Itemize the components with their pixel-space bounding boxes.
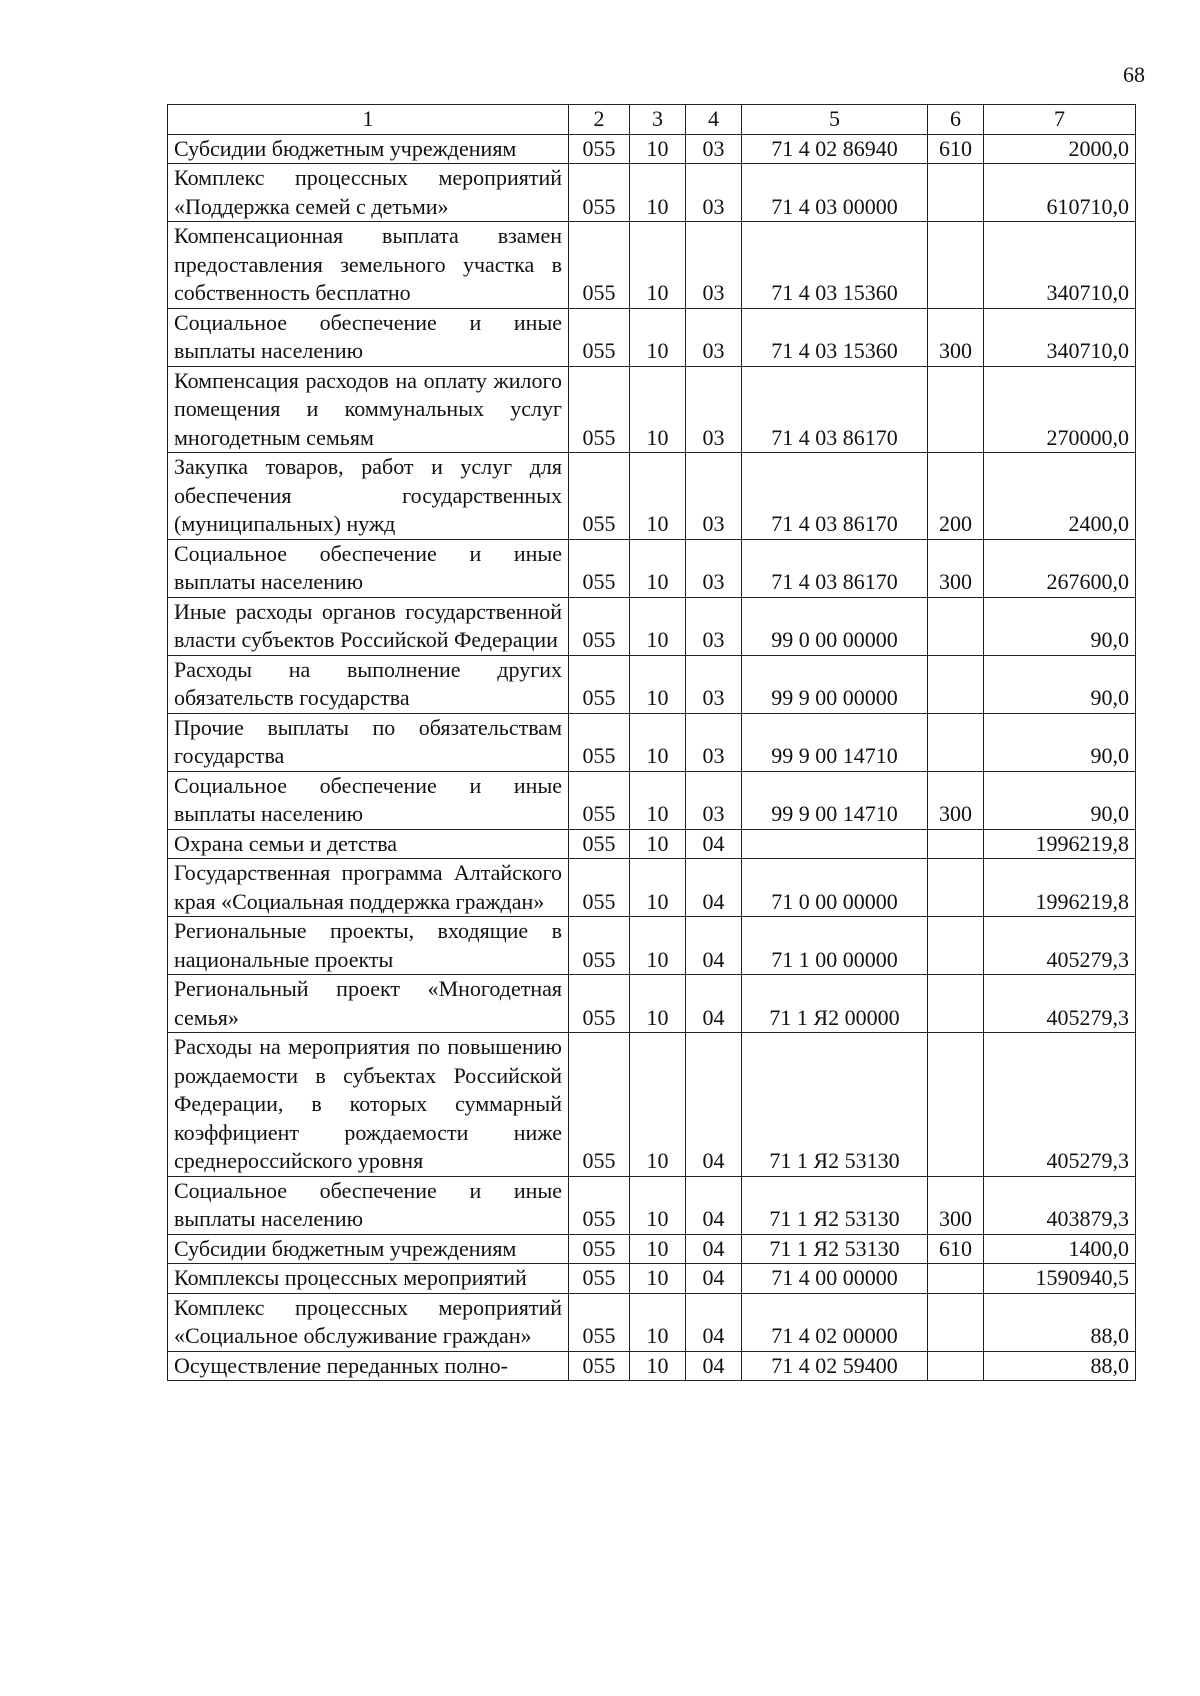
row-subsection-code: 04: [686, 1264, 742, 1294]
row-amount: 1590940,5: [984, 1264, 1136, 1294]
row-ved-code: 055: [569, 1033, 630, 1177]
row-amount: 1996219,8: [984, 859, 1136, 917]
table-row: [168, 597, 1136, 655]
row-name: Расходы на выполнение других обязательств государства: [168, 655, 569, 713]
row-subsection-code: 03: [686, 771, 742, 829]
row-subsection-code: 04: [686, 1176, 742, 1234]
row-ved-code: 055: [569, 1234, 630, 1264]
row-name: Региональные проекты, входящие в национальные проекты: [168, 917, 569, 975]
row-expense-type-code: [928, 597, 984, 655]
table-row: [168, 859, 1136, 917]
row-name: Социальное обеспечение и иные выплаты населению: [168, 1176, 569, 1234]
row-subsection-code: 04: [686, 1234, 742, 1264]
row-amount: 403879,3: [984, 1176, 1136, 1234]
row-expense-type-code: [928, 1264, 984, 1294]
row-section-code: 10: [630, 597, 686, 655]
header-col-7: 7: [984, 105, 1136, 135]
row-amount: 1400,0: [984, 1234, 1136, 1264]
row-target-article-code: 71 4 03 00000: [742, 164, 928, 222]
row-target-article-code: 71 0 00 00000: [742, 859, 928, 917]
row-expense-type-code: [928, 1033, 984, 1177]
row-subsection-code: 03: [686, 366, 742, 453]
row-expense-type-code: 300: [928, 308, 984, 366]
row-amount: 405279,3: [984, 975, 1136, 1033]
row-subsection-code: 04: [686, 1033, 742, 1177]
row-target-article-code: 99 9 00 14710: [742, 771, 928, 829]
row-section-code: 10: [630, 1176, 686, 1234]
row-ved-code: 055: [569, 1176, 630, 1234]
row-subsection-code: 03: [686, 308, 742, 366]
row-name: Компенсация расходов на оплату жилого помещения и коммунальных услуг многодетным семьям: [168, 366, 569, 453]
row-subsection-code: 03: [686, 453, 742, 540]
row-expense-type-code: [928, 366, 984, 453]
header-col-5: 5: [742, 105, 928, 135]
row-section-code: 10: [630, 917, 686, 975]
row-section-code: 10: [630, 1293, 686, 1351]
row-ved-code: 055: [569, 829, 630, 859]
row-expense-type-code: [928, 975, 984, 1033]
row-amount: 88,0: [984, 1351, 1136, 1381]
row-target-article-code: 71 4 03 86170: [742, 453, 928, 540]
row-name: Государственная программа Алтайского края «Социальная поддержка граждан»: [168, 859, 569, 917]
row-amount: 90,0: [984, 713, 1136, 771]
row-target-article-code: 71 4 00 00000: [742, 1264, 928, 1294]
row-name: Социальное обеспечение и иные выплаты населению: [168, 308, 569, 366]
row-subsection-code: 03: [686, 597, 742, 655]
page-number: 68: [1123, 62, 1145, 87]
row-expense-type-code: [928, 222, 984, 309]
budget-table: [167, 104, 1136, 1381]
row-name: Социальное обеспечение и иные выплаты населению: [168, 539, 569, 597]
table-row: [168, 917, 1136, 975]
table-row: [168, 771, 1136, 829]
row-name: Региональный проект «Многодетная семья»: [168, 975, 569, 1033]
row-ved-code: 055: [569, 134, 630, 164]
row-ved-code: 055: [569, 655, 630, 713]
row-target-article-code: 71 1 00 00000: [742, 917, 928, 975]
row-name: Осуществление переданных полно-: [168, 1351, 569, 1381]
row-expense-type-code: [928, 713, 984, 771]
row-expense-type-code: [928, 164, 984, 222]
row-subsection-code: 04: [686, 829, 742, 859]
row-expense-type-code: 200: [928, 453, 984, 540]
table-row: [168, 829, 1136, 859]
row-expense-type-code: [928, 917, 984, 975]
row-section-code: 10: [630, 859, 686, 917]
row-section-code: 10: [630, 134, 686, 164]
table-row: [168, 1176, 1136, 1234]
row-target-article-code: 71 1 Я2 53130: [742, 1234, 928, 1264]
row-section-code: 10: [630, 366, 686, 453]
row-target-article-code: 71 4 02 00000: [742, 1293, 928, 1351]
row-section-code: 10: [630, 713, 686, 771]
row-name: Закупка товаров, работ и услуг для обеспечения государственных (муниципальных) нужд: [168, 453, 569, 540]
row-amount: 88,0: [984, 1293, 1136, 1351]
row-amount: 405279,3: [984, 917, 1136, 975]
table-row: [168, 1033, 1136, 1177]
table-row: [168, 1351, 1136, 1381]
row-name: Расходы на мероприятия по повышению рождаемости в субъектах Российской Федерации, в которых суммарный коэффициент рождаемости ниже среднероссийского уровня: [168, 1033, 569, 1177]
row-target-article-code: 71 1 Я2 53130: [742, 1033, 928, 1177]
table-row: [168, 1264, 1136, 1294]
row-ved-code: 055: [569, 164, 630, 222]
row-target-article-code: 71 4 03 86170: [742, 539, 928, 597]
row-expense-type-code: 300: [928, 771, 984, 829]
row-section-code: 10: [630, 1033, 686, 1177]
header-col-3: 3: [630, 105, 686, 135]
row-subsection-code: 03: [686, 222, 742, 309]
row-target-article-code: 99 9 00 00000: [742, 655, 928, 713]
row-target-article-code: 71 4 03 86170: [742, 366, 928, 453]
row-section-code: 10: [630, 829, 686, 859]
row-expense-type-code: 610: [928, 1234, 984, 1264]
row-section-code: 10: [630, 453, 686, 540]
row-target-article-code: 71 1 Я2 00000: [742, 975, 928, 1033]
row-section-code: 10: [630, 975, 686, 1033]
table-row: [168, 1293, 1136, 1351]
row-subsection-code: 04: [686, 1351, 742, 1381]
header-col-1: 1: [168, 105, 569, 135]
row-amount: 270000,0: [984, 366, 1136, 453]
row-name: Субсидии бюджетным учреждениям: [168, 1234, 569, 1264]
header-row: [168, 105, 1136, 135]
table-body: [168, 134, 1136, 1381]
row-expense-type-code: [928, 1351, 984, 1381]
row-ved-code: 055: [569, 222, 630, 309]
row-ved-code: 055: [569, 975, 630, 1033]
header-col-4: 4: [686, 105, 742, 135]
row-subsection-code: 03: [686, 134, 742, 164]
table-row: [168, 164, 1136, 222]
row-name: Социальное обеспечение и иные выплаты населению: [168, 771, 569, 829]
row-ved-code: 055: [569, 713, 630, 771]
row-ved-code: 055: [569, 1351, 630, 1381]
row-expense-type-code: 300: [928, 539, 984, 597]
row-section-code: 10: [630, 308, 686, 366]
row-ved-code: 055: [569, 453, 630, 540]
row-ved-code: 055: [569, 859, 630, 917]
row-subsection-code: 03: [686, 713, 742, 771]
row-target-article-code: 71 4 02 59400: [742, 1351, 928, 1381]
row-target-article-code: 71 4 02 86940: [742, 134, 928, 164]
row-section-code: 10: [630, 222, 686, 309]
row-amount: 405279,3: [984, 1033, 1136, 1177]
row-target-article-code: 99 0 00 00000: [742, 597, 928, 655]
row-subsection-code: 03: [686, 164, 742, 222]
table-row: [168, 655, 1136, 713]
row-amount: 90,0: [984, 655, 1136, 713]
row-amount: 2000,0: [984, 134, 1136, 164]
row-name: Охрана семьи и детства: [168, 829, 569, 859]
row-subsection-code: 04: [686, 1293, 742, 1351]
table-row: [168, 366, 1136, 453]
row-subsection-code: 04: [686, 917, 742, 975]
table-row: [168, 134, 1136, 164]
row-section-code: 10: [630, 1264, 686, 1294]
row-ved-code: 055: [569, 308, 630, 366]
row-expense-type-code: 300: [928, 1176, 984, 1234]
row-expense-type-code: [928, 859, 984, 917]
row-name: Иные расходы органов государственной власти субъектов Российской Федерации: [168, 597, 569, 655]
row-name: Комплекс процессных мероприятий «Социальное обслуживание граждан»: [168, 1293, 569, 1351]
row-section-code: 10: [630, 539, 686, 597]
row-ved-code: 055: [569, 1264, 630, 1294]
row-section-code: 10: [630, 771, 686, 829]
row-ved-code: 055: [569, 917, 630, 975]
row-amount: 90,0: [984, 771, 1136, 829]
row-section-code: 10: [630, 1234, 686, 1264]
row-name: Субсидии бюджетным учреждениям: [168, 134, 569, 164]
row-amount: 610710,0: [984, 164, 1136, 222]
row-ved-code: 055: [569, 366, 630, 453]
table-row: [168, 713, 1136, 771]
row-target-article-code: 71 4 03 15360: [742, 308, 928, 366]
table-row: [168, 308, 1136, 366]
row-name: Компенсационная выплата взамен предоставления земельного участка в собственность бесплатно: [168, 222, 569, 309]
row-name: Комплексы процессных мероприятий: [168, 1264, 569, 1294]
row-amount: 340710,0: [984, 308, 1136, 366]
row-subsection-code: 03: [686, 655, 742, 713]
row-ved-code: 055: [569, 597, 630, 655]
row-amount: 267600,0: [984, 539, 1136, 597]
row-amount: 340710,0: [984, 222, 1136, 309]
row-section-code: 10: [630, 1351, 686, 1381]
row-ved-code: 055: [569, 771, 630, 829]
row-expense-type-code: 610: [928, 134, 984, 164]
row-target-article-code: 99 9 00 14710: [742, 713, 928, 771]
table-row: [168, 539, 1136, 597]
row-subsection-code: 04: [686, 975, 742, 1033]
row-section-code: 10: [630, 655, 686, 713]
row-name: Комплекс процессных мероприятий «Поддержка семей с детьми»: [168, 164, 569, 222]
table-row: [168, 975, 1136, 1033]
table-row: [168, 222, 1136, 309]
row-expense-type-code: [928, 655, 984, 713]
header-col-2: 2: [569, 105, 630, 135]
row-target-article-code: [742, 829, 928, 859]
row-amount: 2400,0: [984, 453, 1136, 540]
row-amount: 1996219,8: [984, 829, 1136, 859]
row-subsection-code: 04: [686, 859, 742, 917]
table-row: [168, 1234, 1136, 1264]
row-expense-type-code: [928, 1293, 984, 1351]
row-expense-type-code: [928, 829, 984, 859]
row-target-article-code: 71 1 Я2 53130: [742, 1176, 928, 1234]
row-section-code: 10: [630, 164, 686, 222]
row-subsection-code: 03: [686, 539, 742, 597]
header-col-6: 6: [928, 105, 984, 135]
row-ved-code: 055: [569, 1293, 630, 1351]
row-ved-code: 055: [569, 539, 630, 597]
table-row: [168, 453, 1136, 540]
row-target-article-code: 71 4 03 15360: [742, 222, 928, 309]
row-amount: 90,0: [984, 597, 1136, 655]
row-name: Прочие выплаты по обязательствам государства: [168, 713, 569, 771]
